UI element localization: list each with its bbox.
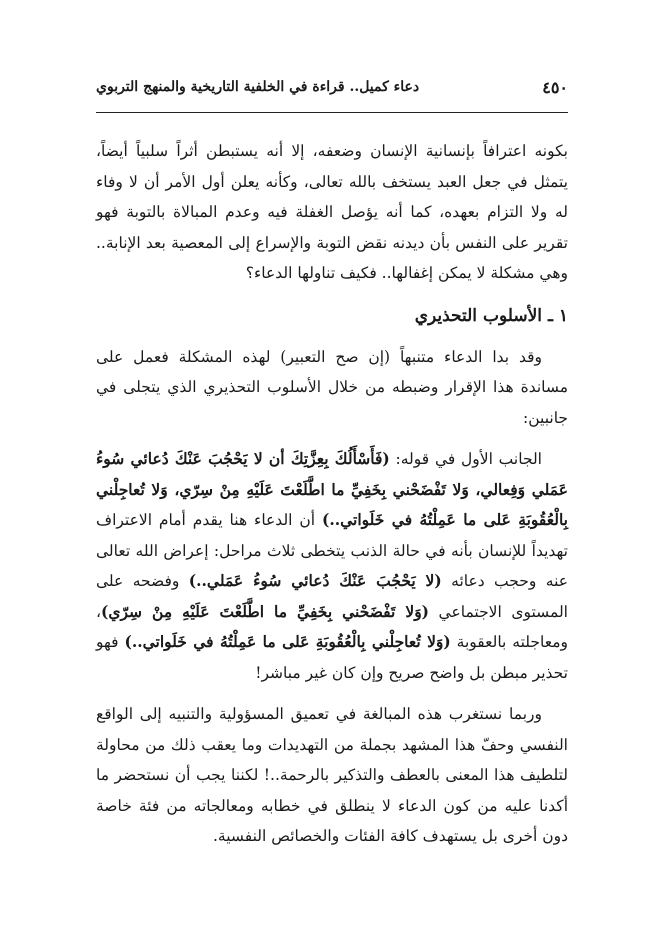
running-title: دعاء كميل.. قراءة في الخلفية التاريخية والمنهج التربوي <box>96 79 420 95</box>
paragraph-3-text-a: أن الدعاء هنا يقدم أمام الاعتراف تهديداً للإنسان بأنه في حالة الذنب يتخطى ثلاث مراحل: إعراض الله تعالى عنه وحجب دعائه <box>96 511 568 590</box>
prayer-quote-1: (فَأَسْأَلُكَ بِعِزَّتِكَ أن لا يَحْجُبَ عَنْكَ دُعائي سُوءُ عَمَلي وَفِعالي، وَلا تَفْضَحْني بِخَفِيِّ ما اطَّلَعْتَ عَلَيْهِ مِنْ سِرّي، وَلا تُعاجِلْني بِالْعُقُوبَةِ عَلى ما عَمِلْتُهُ في خَلَواتي..) <box>96 449 568 529</box>
paragraph-3 <box>96 444 568 688</box>
section-heading: ١ ـ الأسلوب التحذيري <box>414 305 568 326</box>
page-number: ٤٥٠ <box>542 77 568 97</box>
paragraph-2: وقد بدا الدعاء متنبهاً (إن صح التعبير) لهذه المشكلة فعمل على مساندة هذا الإقرار وضبطه من خلال الأسلوب التحذيري الذي يتجلى في جانبين: <box>96 347 568 427</box>
header-divider <box>96 112 568 113</box>
prayer-quote-4: (وَلا تُعاجِلْني بِالْعُقُوبَةِ عَلى ما عَمِلْتُهُ في خَلَواتي..) <box>124 632 451 651</box>
prayer-quote-2: (لا يَحْجُبَ عَنْكَ دُعائي سُوءُ عَمَلي..) <box>188 571 442 590</box>
paragraph-1: بكونه اعترافاً بإنسانية الإنسان وضعفه، إلا أنه يستبطن أثراً سلبياً أيضاً، يتمثل في جعل العبد يستخف بالله تعالى، وكأنه يعلن أول الأمر أن لا وفاء له ولا التزام بعهده، كما أنه يؤصل الغفلة فيه وعدم المبالاة بالتوبة فهو تقرير على النفس بأن ديدنه نقض التوبة والإسراع إلى المعصية بعد الإنابة.. وهي مشكلة لا يمكن إغفالها.. فكيف تناولها الدعاء؟ <box>96 142 568 282</box>
paragraph-3-text-d: فهو تحذير مبطن بل واضح صريح وإن كان غير مباشر! <box>96 633 568 682</box>
prayer-quote-3: (وَلا تَفْضَحْني بِخَفِيِّ ما اطَّلَعْتَ عَلَيْهِ مِنْ سِرّي) <box>101 601 430 621</box>
paragraph-3-text-b: وفضحه على المستوى الاجتماعي <box>96 572 568 621</box>
paragraph-3-text-c: ، ومعاجلته بالعقوبة <box>96 602 568 651</box>
running-header <box>96 72 568 102</box>
main-text <box>96 136 568 852</box>
paragraph-4: وربما نستغرب هذه المبالغة في تعميق المسؤولية والتنبيه إلى الواقع النفسي وحفّ هذا المشهد بجملة من التهديدات وما يعقب ذلك من محاولة لتلطيف هذا المعنى بالعطف والتذكير بالرحمة..! لكننا يجب أن نستحضر ما أكدنا عليه من كون الدعاء لا ينطلق في خطابه ومعالجاته من فئة خاصة دون أخرى بل يستهدف كافة الفئات والخصائص النفسية. <box>96 705 568 845</box>
paragraph-3-intro: الجانب الأول في قوله: <box>389 450 542 468</box>
